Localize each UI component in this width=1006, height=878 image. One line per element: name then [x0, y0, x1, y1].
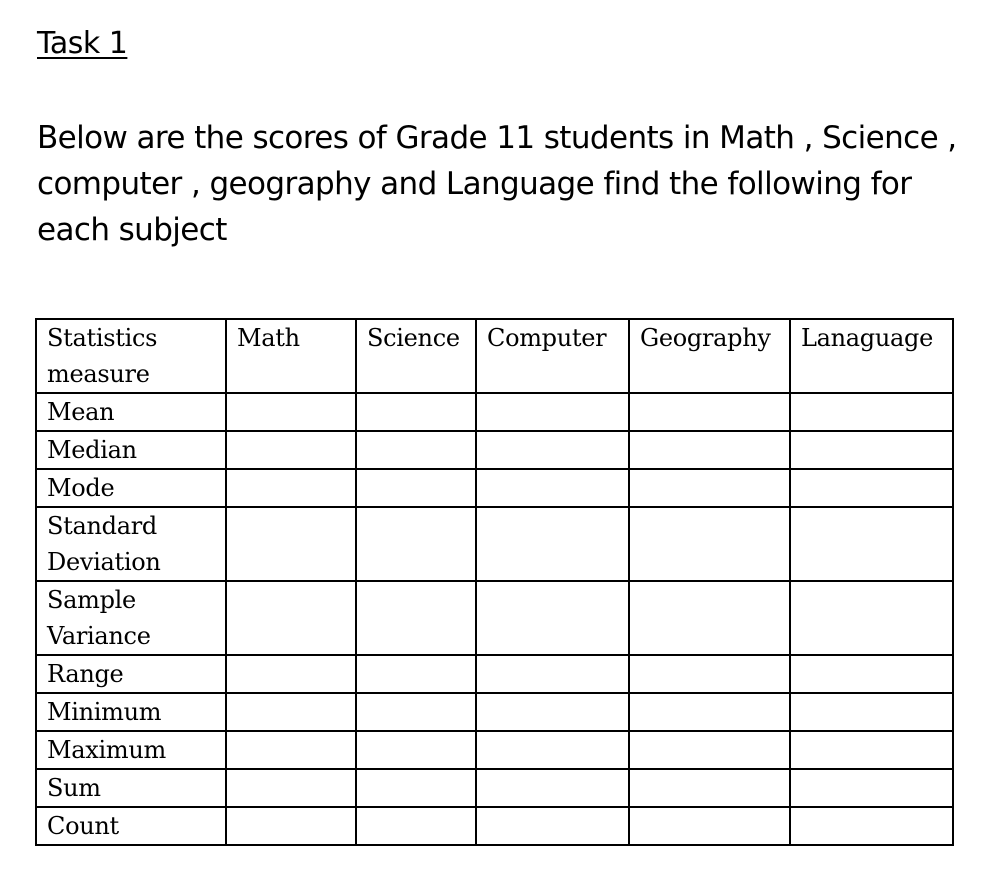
header-language: Lanaguage — [790, 319, 953, 393]
table-cell — [476, 731, 629, 769]
row-label: Sum — [36, 769, 226, 807]
row-label: Count — [36, 807, 226, 845]
table-cell — [476, 393, 629, 431]
table-cell — [226, 393, 356, 431]
table-cell — [790, 581, 953, 655]
row-label: Mean — [36, 393, 226, 431]
table-cell — [476, 807, 629, 845]
row-label: Median — [36, 431, 226, 469]
table-cell — [629, 807, 790, 845]
table-cell — [226, 431, 356, 469]
table-cell — [226, 769, 356, 807]
table-cell — [356, 731, 476, 769]
table-cell — [629, 693, 790, 731]
table-row-standard-deviation — [36, 507, 953, 581]
table-cell — [356, 507, 476, 581]
table-cell — [356, 431, 476, 469]
table-cell — [790, 655, 953, 693]
table-row-minimum — [36, 693, 953, 731]
statistics-table — [35, 318, 954, 846]
table-cell — [226, 469, 356, 507]
table-cell — [476, 655, 629, 693]
table-row-range — [36, 655, 953, 693]
header-math: Math — [226, 319, 356, 393]
table-cell — [356, 807, 476, 845]
table-cell — [790, 769, 953, 807]
table-cell — [629, 581, 790, 655]
table-row-maximum — [36, 731, 953, 769]
header-statistics-measure: Statistics measure — [36, 319, 226, 393]
row-label: Standard Deviation — [36, 507, 226, 581]
table-cell — [476, 469, 629, 507]
table-cell — [790, 431, 953, 469]
header-computer: Computer — [476, 319, 629, 393]
table-header-row — [36, 319, 953, 393]
table-cell — [790, 807, 953, 845]
table-row-sample-variance — [36, 581, 953, 655]
table-row-sum — [36, 769, 953, 807]
table-cell — [476, 581, 629, 655]
table-row-mean — [36, 393, 953, 431]
table-cell — [476, 769, 629, 807]
table-cell — [356, 469, 476, 507]
row-label: Mode — [36, 469, 226, 507]
table-cell — [226, 507, 356, 581]
table-row-median — [36, 431, 953, 469]
table-row-count — [36, 807, 953, 845]
row-label: Minimum — [36, 693, 226, 731]
table-cell — [790, 731, 953, 769]
header-science: Science — [356, 319, 476, 393]
table-cell — [629, 469, 790, 507]
table-cell — [629, 731, 790, 769]
table-cell — [629, 769, 790, 807]
page-title: Task 1 — [37, 26, 128, 61]
table-row-mode — [36, 469, 953, 507]
table-cell — [629, 507, 790, 581]
table-cell — [790, 693, 953, 731]
row-label: Sample Variance — [36, 581, 226, 655]
task-instructions: Below are the scores of Grade 11 students in Math , Science , computer , geography and Language find the following for each subject — [37, 120, 957, 248]
table-cell — [629, 393, 790, 431]
table-cell — [226, 807, 356, 845]
table-cell — [790, 469, 953, 507]
table-cell — [356, 393, 476, 431]
table-cell — [476, 431, 629, 469]
table-cell — [356, 693, 476, 731]
table-cell — [356, 769, 476, 807]
table-cell — [476, 507, 629, 581]
row-label: Range — [36, 655, 226, 693]
table-cell — [226, 581, 356, 655]
table-cell — [226, 731, 356, 769]
table-cell — [790, 393, 953, 431]
table-cell — [476, 693, 629, 731]
table-cell — [356, 581, 476, 655]
table-cell — [356, 655, 476, 693]
table-cell — [226, 655, 356, 693]
table-cell — [629, 431, 790, 469]
table-cell — [629, 655, 790, 693]
table-cell — [226, 693, 356, 731]
row-label: Maximum — [36, 731, 226, 769]
table-cell — [790, 507, 953, 581]
header-geography: Geography — [629, 319, 790, 393]
